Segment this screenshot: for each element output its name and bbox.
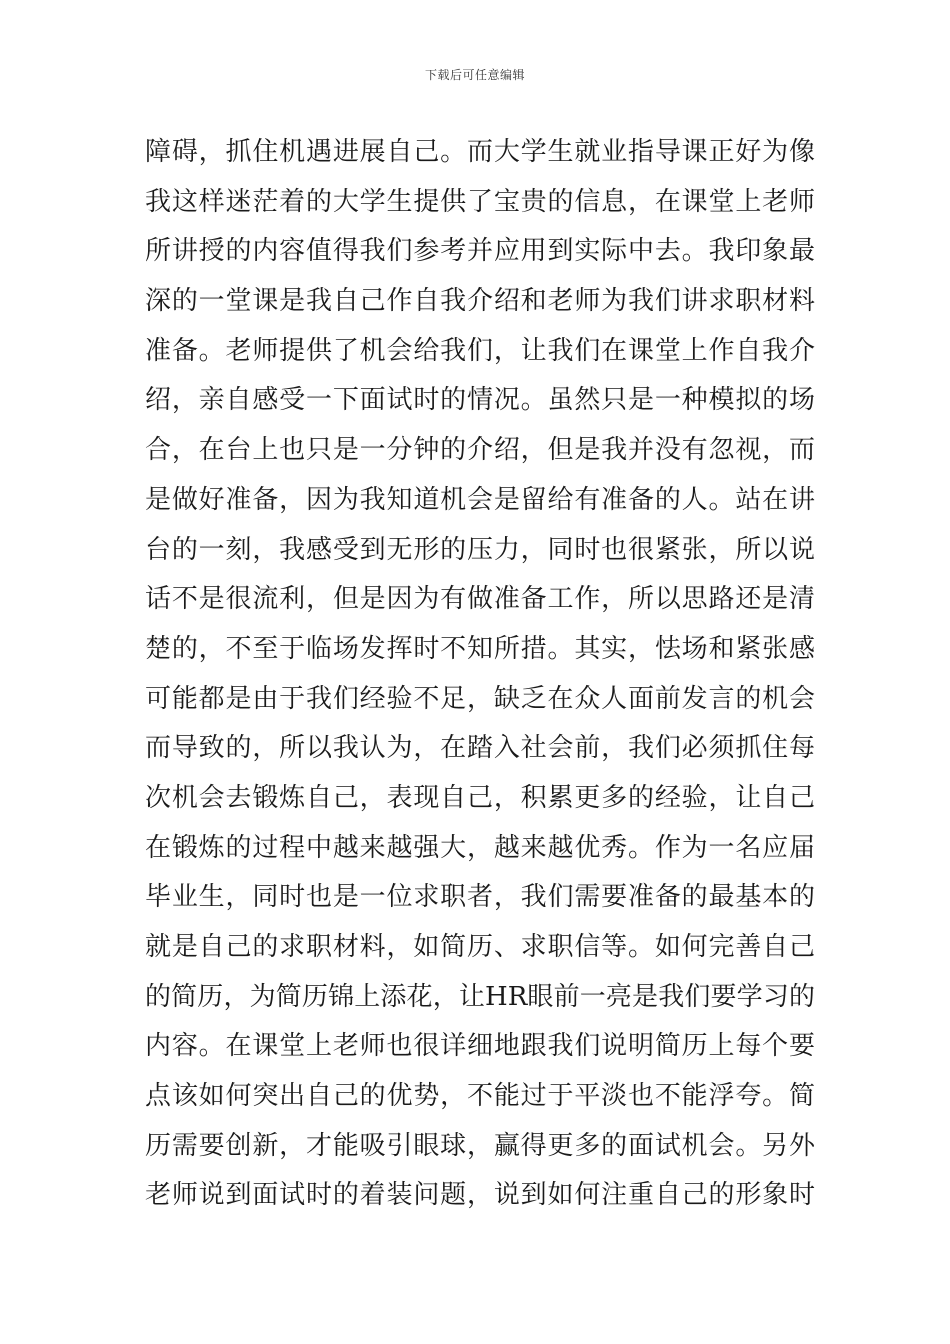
text-line: 老师说到面试时的着装问题，说到如何注重自己的形象时 xyxy=(145,1180,815,1211)
text-line: 而导致的，所以我认为，在踏入社会前，我们必须抓住每 xyxy=(145,733,815,764)
text-line: 障碍，抓住机遇进展自己。而大学生就业指导课正好为像 xyxy=(145,137,815,167)
text-line: 点该如何突出自己的优势，不能过于平淡也不能浮夸。简 xyxy=(145,1081,815,1112)
text-line: 我这样迷茫着的大学生提供了宝贵的信息，在课堂上老师 xyxy=(145,186,815,217)
text-line: 在锻炼的过程中越来越强大，越来越优秀。作为一名应届 xyxy=(145,832,815,863)
text-line: 毕业生，同时也是一位求职者，我们需要准备的最基本的 xyxy=(145,882,815,913)
text-line: 的简历，为简历锦上添花，让HR眼前一亮是我们要学习的 xyxy=(145,981,815,1012)
text-line: 次机会去锻炼自己，表现自己，积累更多的经验，让自己 xyxy=(145,782,815,813)
text-line: 就是自己的求职材料，如简历、求职信等。如何完善自己 xyxy=(145,932,815,962)
text-line: 楚的，不至于临场发挥时不知所措。其实，怯场和紧张感 xyxy=(145,633,815,664)
text-line: 历需要创新，才能吸引眼球，赢得更多的面试机会。另外 xyxy=(145,1130,815,1161)
text-line: 所讲授的内容值得我们参考并应用到实际中去。我印象最 xyxy=(145,236,815,267)
header-note: 下载后可任意编辑 xyxy=(424,68,525,82)
text-line: 准备。老师提供了机会给我们，让我们在课堂上作自我介 xyxy=(145,335,815,366)
text-line: 是做好准备，因为我知道机会是留给有准备的人。站在讲 xyxy=(145,484,815,515)
text-line: 深的一堂课是我自己作自我介绍和老师为我们讲求职材料 xyxy=(145,286,815,317)
text-line: 话不是很流利，但是因为有做准备工作，所以思路还是清 xyxy=(145,584,815,615)
text-line: 可能都是由于我们经验不足，缺乏在众人面前发言的机会 xyxy=(145,683,815,714)
text-line: 绍，亲自感受一下面试时的情况。虽然只是一种模拟的场 xyxy=(145,385,815,416)
text-line: 台的一刻，我感受到无形的压力，同时也很紧张，所以说 xyxy=(145,534,815,565)
body-paragraph xyxy=(145,128,815,1221)
text-line: 内容。在课堂上老师也很详细地跟我们说明简历上每个要 xyxy=(145,1031,815,1062)
text-line: 合，在台上也只是一分钟的介绍，但是我并没有忽视，而 xyxy=(145,435,815,466)
